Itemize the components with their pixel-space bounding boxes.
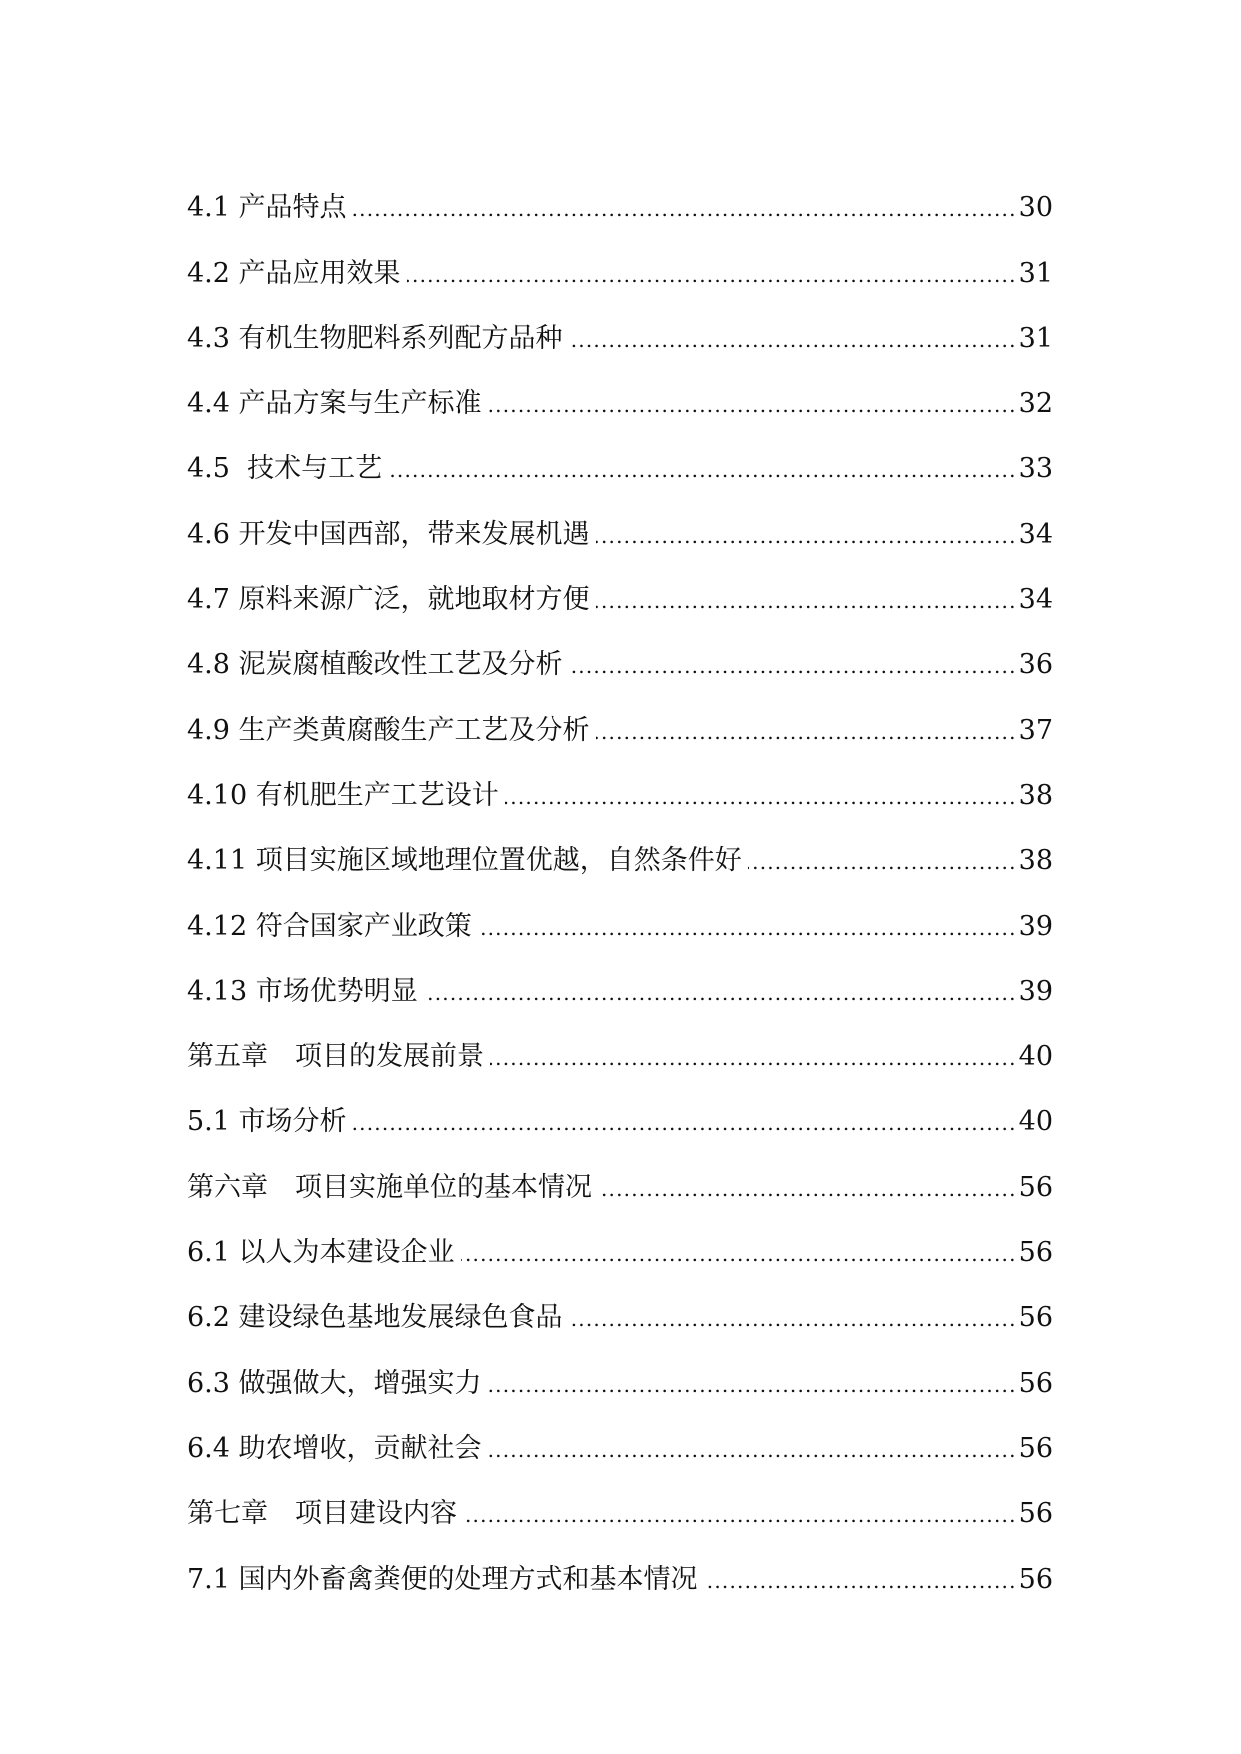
toc-entry-title: 5.1 市场分析 xyxy=(187,1106,347,1138)
toc-page-number: 56 xyxy=(1018,1237,1053,1269)
toc-entry-4-12[interactable] xyxy=(187,876,1053,941)
toc-entry-4-13[interactable] xyxy=(187,942,1053,1007)
toc-page-number: 56 xyxy=(1018,1367,1053,1399)
toc-dot-leader xyxy=(596,587,1017,615)
toc-dot-leader xyxy=(488,391,1017,419)
toc-entry-chapter-6[interactable] xyxy=(187,1137,1053,1202)
toc-entry-title: 4.7 原料来源广泛，就地取材方便 xyxy=(187,584,590,616)
toc-entry-title: 4.13 市场优势明显 xyxy=(187,975,418,1007)
toc-entry-title: 4.12 符合国家产业政策 xyxy=(187,910,472,942)
toc-entry-4-8[interactable] xyxy=(187,615,1053,680)
toc-page-number: 38 xyxy=(1018,779,1053,811)
toc-page-number: 34 xyxy=(1018,518,1053,550)
toc-entry-5-1[interactable] xyxy=(187,1072,1053,1137)
toc-dot-leader xyxy=(505,783,1017,811)
toc-page-number: 37 xyxy=(1018,714,1053,746)
toc-dot-leader xyxy=(488,1371,1017,1399)
toc-entry-4-5[interactable] xyxy=(187,419,1053,484)
toc-dot-leader xyxy=(569,1305,1017,1333)
toc-entry-4-11[interactable] xyxy=(187,811,1053,876)
toc-entry-chapter-5[interactable] xyxy=(187,1007,1053,1072)
toc-dot-leader xyxy=(424,979,1017,1007)
toc-dot-leader xyxy=(596,522,1017,550)
toc-dot-leader xyxy=(596,718,1017,746)
toc-entry-title: 第五章 项目的发展前景 xyxy=(187,1041,484,1073)
toc-entry-6-4[interactable] xyxy=(187,1399,1053,1464)
toc-dot-leader xyxy=(353,195,1017,223)
toc-dot-leader xyxy=(569,652,1017,680)
toc-dot-leader xyxy=(388,456,1017,484)
toc-dot-leader xyxy=(569,326,1017,354)
toc-dot-leader xyxy=(748,848,1017,876)
toc-page-number: 56 xyxy=(1018,1302,1053,1334)
toc-page-number: 31 xyxy=(1018,257,1053,289)
toc-dot-leader xyxy=(353,1109,1017,1137)
toc-page-number: 30 xyxy=(1018,192,1053,224)
toc-page-number: 36 xyxy=(1018,649,1053,681)
toc-entry-title: 6.4 助农增收，贡献社会 xyxy=(187,1432,482,1464)
toc-dot-leader xyxy=(598,1175,1017,1203)
toc-dot-leader xyxy=(478,914,1017,942)
toc-dot-leader xyxy=(490,1044,1017,1072)
toc-entry-chapter-7[interactable] xyxy=(187,1464,1053,1529)
toc-entry-6-1[interactable] xyxy=(187,1203,1053,1268)
toc-entry-title: 4.8 泥炭腐植酸改性工艺及分析 xyxy=(187,649,563,681)
toc-entry-4-1[interactable] xyxy=(187,158,1053,223)
toc-entry-4-6[interactable] xyxy=(187,484,1053,549)
toc-page-number: 40 xyxy=(1018,1106,1053,1138)
toc-dot-leader xyxy=(488,1436,1017,1464)
toc-entry-title: 第七章 项目建设内容 xyxy=(187,1498,457,1530)
toc-dot-leader xyxy=(461,1240,1017,1268)
toc-entry-title: 4.2 产品应用效果 xyxy=(187,257,401,289)
toc-page-number: 33 xyxy=(1018,453,1053,485)
toc-entry-6-3[interactable] xyxy=(187,1333,1053,1398)
toc-entry-4-7[interactable] xyxy=(187,550,1053,615)
toc-page-number: 39 xyxy=(1018,910,1053,942)
toc-entry-4-2[interactable] xyxy=(187,223,1053,288)
toc-entry-title: 7.1 国内外畜禽粪便的处理方式和基本情况 xyxy=(187,1563,698,1595)
toc-page-number: 32 xyxy=(1018,388,1053,420)
toc-entry-7-1[interactable] xyxy=(187,1529,1053,1594)
toc-page-number: 56 xyxy=(1018,1563,1053,1595)
toc-page-number: 34 xyxy=(1018,584,1053,616)
toc-entry-title: 6.3 做强做大，增强实力 xyxy=(187,1367,482,1399)
toc-dot-leader xyxy=(704,1567,1017,1595)
toc-entry-title: 4.5 技术与工艺 xyxy=(187,453,383,485)
toc-page-number: 56 xyxy=(1018,1432,1053,1464)
toc-entry-title: 6.1 以人为本建设企业 xyxy=(187,1237,455,1269)
toc-entry-title: 4.6 开发中国西部，带来发展机遇 xyxy=(187,518,590,550)
toc-entry-4-10[interactable] xyxy=(187,746,1053,811)
toc-entry-6-2[interactable] xyxy=(187,1268,1053,1333)
toc-entry-title: 4.11 项目实施区域地理位置优越，自然条件好 xyxy=(187,845,742,877)
toc-entry-4-9[interactable] xyxy=(187,680,1053,745)
toc-page-number: 39 xyxy=(1018,975,1053,1007)
toc-entry-title: 4.9 生产类黄腐酸生产工艺及分析 xyxy=(187,714,590,746)
toc-entry-title: 4.3 有机生物肥料系列配方品种 xyxy=(187,322,563,354)
table-of-contents xyxy=(187,158,1053,1595)
toc-page-number: 56 xyxy=(1018,1498,1053,1530)
toc-entry-4-4[interactable] xyxy=(187,354,1053,419)
toc-page-number: 38 xyxy=(1018,845,1053,877)
toc-entry-4-3[interactable] xyxy=(187,289,1053,354)
toc-entry-title: 4.10 有机肥生产工艺设计 xyxy=(187,779,499,811)
toc-page-number: 56 xyxy=(1018,1171,1053,1203)
toc-page-number: 31 xyxy=(1018,322,1053,354)
toc-entry-title: 4.4 产品方案与生产标准 xyxy=(187,388,482,420)
toc-dot-leader xyxy=(407,261,1017,289)
toc-entry-title: 第六章 项目实施单位的基本情况 xyxy=(187,1171,592,1203)
toc-entry-title: 4.1 产品特点 xyxy=(187,192,347,224)
toc-page-number: 40 xyxy=(1018,1041,1053,1073)
toc-dot-leader xyxy=(463,1501,1017,1529)
toc-entry-title: 6.2 建设绿色基地发展绿色食品 xyxy=(187,1302,563,1334)
